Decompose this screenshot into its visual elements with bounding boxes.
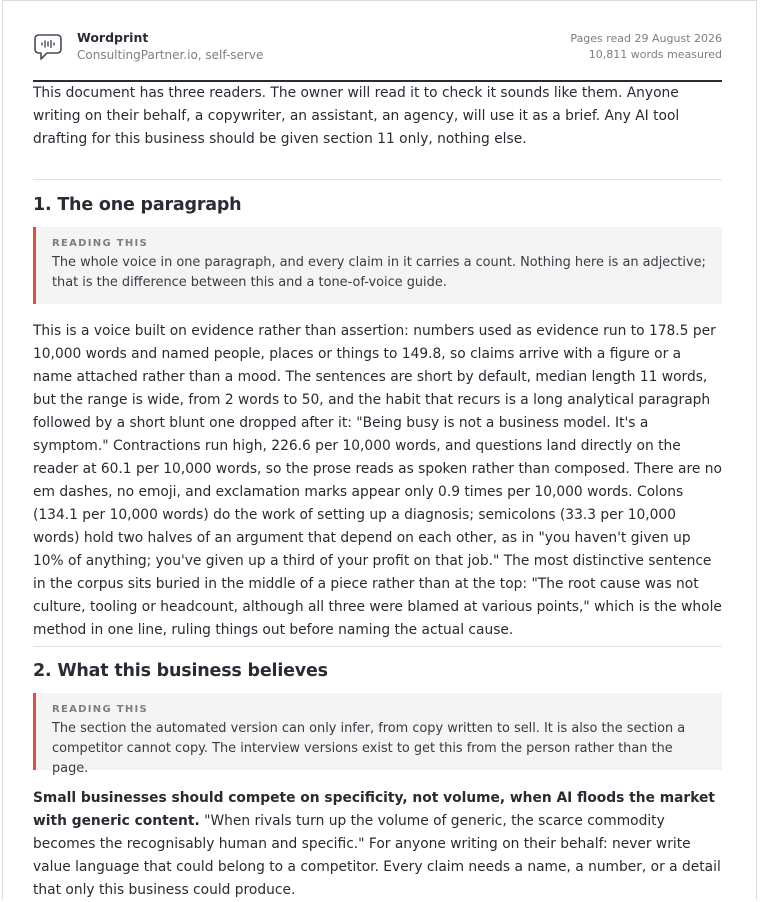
section-1-paragraph: This is a voice built on evidence rather than assertion: numbers used as evidence run to 178.5 per 10,000 words and named people, places or things to 149.8, so claims arrive with a figure or a name attached rather than a mood. The sentences are short by default, median length 11 words, but the range is wide, from 2 words to 50, and the habit that recurs is a long analytical paragraph followed by a short blunt one dropped after it: "Being busy is not a business model. It's a symptom." Contractions run high, 226.6 per 10,000 words, and questions land directly on the reader at 60.1 per 10,000 words, so the prose reads as spoken rather than composed. There are no em dashes, no emoji, and exclamation marks appear only 0.9 times per 10,000 words. Colons (134.1 per 10,000 words) do the work of setting up a diagnosis; semicolons (33.3 per 10,000 words) hold two halves of an argument that depend on each other, as in "you haven't given up 10% of anything; you've given up a third of your profit on that job." The most distinctive sentence in the corpus sits buried in the middle of a piece rather than at the top: "The root cause was not culture, tooling or headcount, although all three were blamed at various points," which is the whole method in one line, ruling things out before naming the actual cause.: [33, 323, 722, 638]
callout-text: The whole voice in one paragraph, and every claim in it carries a count. Nothing here is an adjective; that is the difference between this and a tone-of-voice guide.: [52, 255, 706, 290]
callout-text: The section the automated version can only infer, from copy written to sell. It is also the section a competitor cannot copy. The interview versions exist to get this from the person rather than the page.: [52, 721, 686, 776]
belief-explanation: "When rivals turn up the volume of generic, the scarce commodity becomes the recognisably human and specific." For anyone writing on their behalf: never write value language that could belong to a competitor. Every claim needs a name, a number, or a detail that only this business could produce.: [33, 813, 721, 898]
section-divider: [33, 646, 722, 647]
intro-section: [33, 82, 722, 151]
belief-statement: Small businesses should compete on specificity, not volume, when AI floods the market with generic content.: [33, 790, 715, 829]
section-2-heading: 2. What this business believes: [33, 661, 328, 681]
section-2-paragraph: [33, 787, 722, 902]
section-2-callout: [33, 693, 722, 776]
callout-label: READING THIS: [52, 704, 149, 715]
section-1-heading: 1. The one paragraph: [33, 195, 242, 215]
speech-bubble-waveform-icon: [33, 32, 63, 62]
brand-subtitle: ConsultingPartner.io, self-serve: [77, 48, 264, 62]
section-1-body: [33, 320, 722, 642]
section-divider: [33, 179, 722, 180]
section-1-callout: [33, 227, 722, 304]
callout-label: READING THIS: [52, 238, 149, 249]
document-header: [33, 30, 722, 82]
words-measured: 10,811 words measured: [588, 48, 722, 61]
pages-read-date: Pages read 29 August 2026: [570, 32, 722, 45]
section-2-body: [33, 787, 722, 902]
brand-name: Wordprint: [77, 30, 149, 45]
intro-paragraph: This document has three readers. The owner will read it to check it sounds like them. Anyone writing on their behalf, a copywriter, an assistant, an agency, will use it as a brief. Any AI tool drafting for this business should be given section 11 only, nothing else.: [33, 85, 680, 147]
